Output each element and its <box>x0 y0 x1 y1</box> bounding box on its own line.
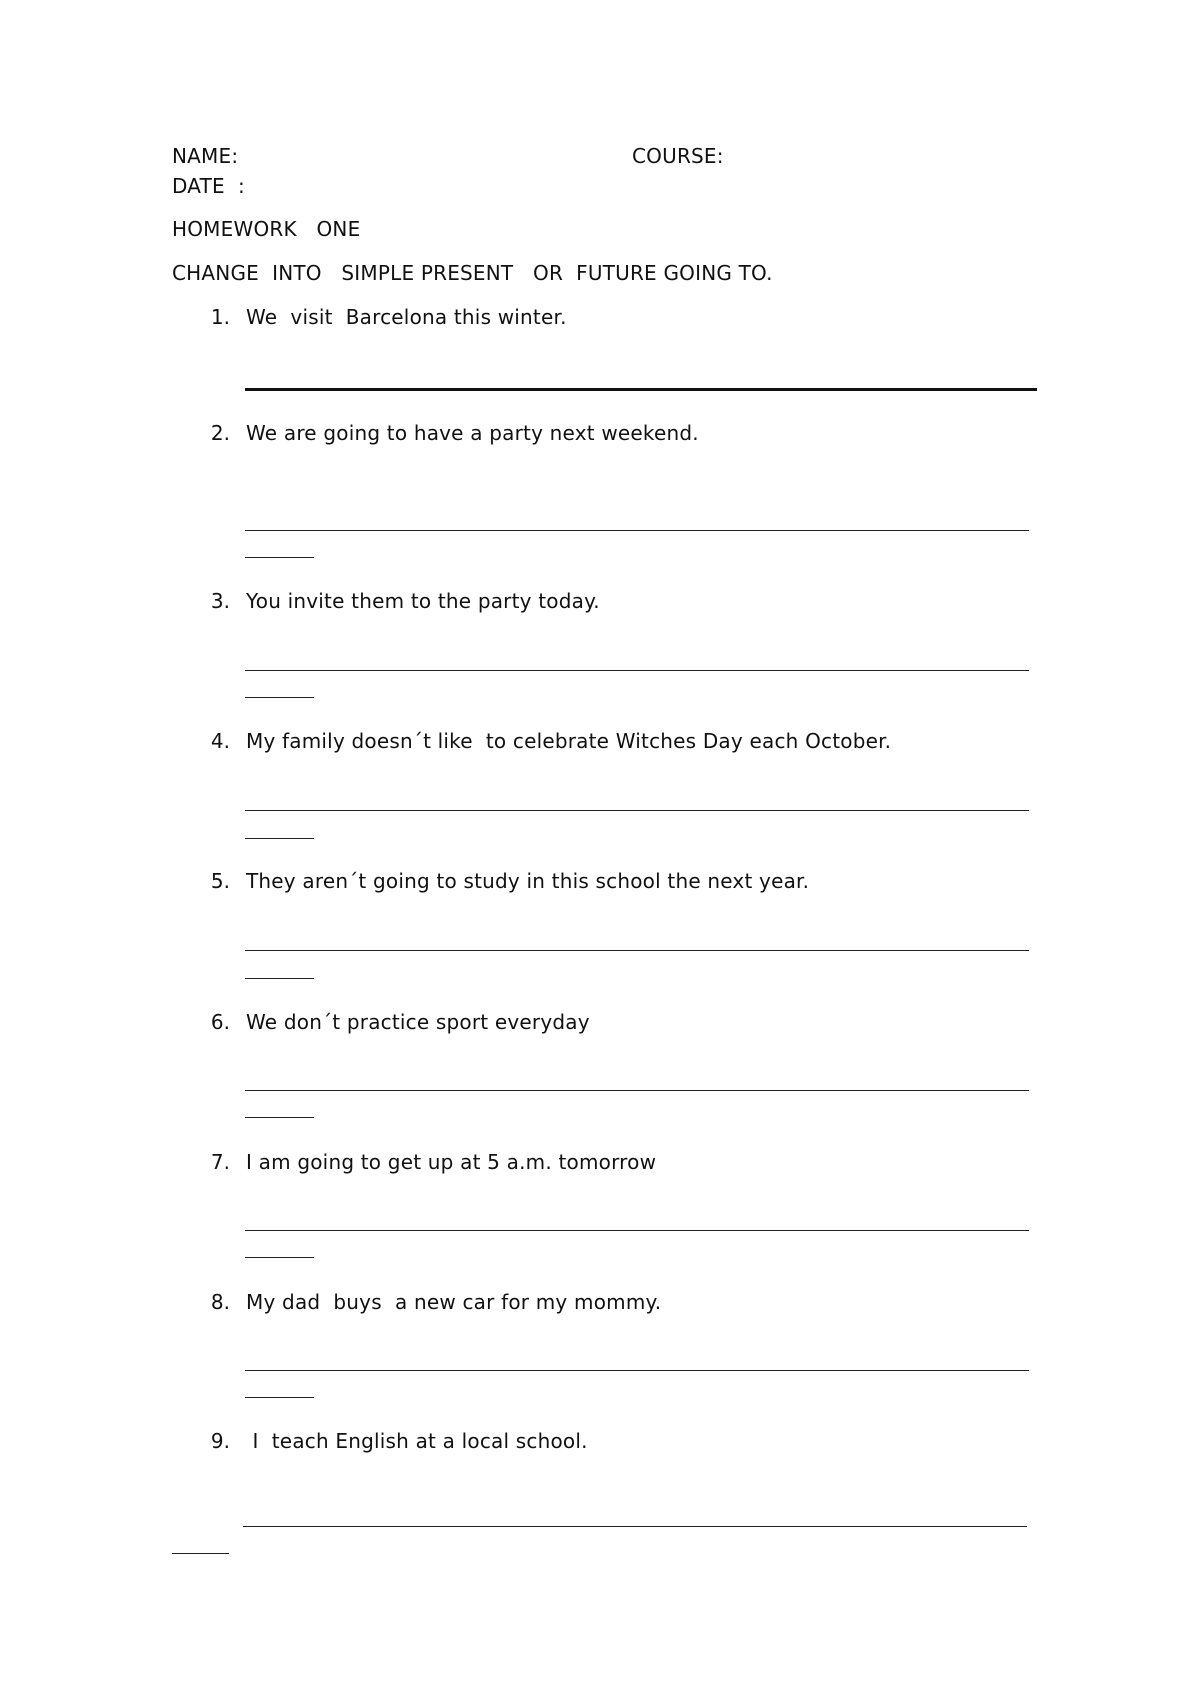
answer-line[interactable] <box>245 1230 1029 1231</box>
answer-line[interactable] <box>245 950 1029 951</box>
exercise-sentence: I teach English at a local school. <box>246 1429 588 1453</box>
answer-line-continuation[interactable] <box>245 1397 314 1398</box>
exercise-sentence: We visit Barcelona this winter. <box>246 305 567 329</box>
exercise-number: 5. <box>210 869 230 893</box>
exercise-sentence: My dad buys a new car for my mommy. <box>246 1290 662 1314</box>
exercise-number: 8. <box>210 1290 230 1314</box>
answer-line[interactable] <box>245 670 1029 671</box>
answer-line-continuation[interactable] <box>245 1257 314 1258</box>
exercise-sentence: We are going to have a party next weekend. <box>246 421 699 445</box>
exercise-number: 4. <box>210 729 230 753</box>
answer-line[interactable] <box>245 1370 1029 1371</box>
answer-line[interactable] <box>245 530 1029 531</box>
answer-line-continuation[interactable] <box>245 1117 314 1118</box>
answer-line-continuation[interactable] <box>172 1553 229 1554</box>
exercise-number: 3. <box>210 589 230 613</box>
exercise-sentence: I am going to get up at 5 a.m. tomorrow <box>246 1150 657 1174</box>
exercise-number: 2. <box>210 421 230 445</box>
exercise-number: 9. <box>210 1429 230 1453</box>
answer-line-continuation[interactable] <box>245 838 314 839</box>
exercise-sentence: You invite them to the party today. <box>246 589 600 613</box>
exercise-number: 7. <box>210 1150 230 1174</box>
answer-line-continuation[interactable] <box>245 557 314 558</box>
answer-line[interactable] <box>245 388 1037 391</box>
exercise-sentence: We don´t practice sport everyday <box>246 1010 590 1034</box>
exercise-sentence: They aren´t going to study in this school the next year. <box>246 869 810 893</box>
instruction-text: CHANGE INTO SIMPLE PRESENT OR FUTURE GOING TO. <box>172 261 773 285</box>
date-label: DATE : <box>172 174 245 198</box>
answer-line[interactable] <box>245 810 1029 811</box>
exercise-number: 1. <box>210 305 230 329</box>
answer-line-continuation[interactable] <box>245 978 314 979</box>
course-label: COURSE: <box>632 144 724 168</box>
homework-title: HOMEWORK ONE <box>172 217 361 241</box>
exercise-sentence: My family doesn´t like to celebrate Witches Day each October. <box>246 729 892 753</box>
answer-line[interactable] <box>245 1090 1029 1091</box>
answer-line-continuation[interactable] <box>245 697 314 698</box>
name-label: NAME: <box>172 144 239 168</box>
answer-line[interactable] <box>243 1526 1027 1527</box>
exercise-number: 6. <box>210 1010 230 1034</box>
